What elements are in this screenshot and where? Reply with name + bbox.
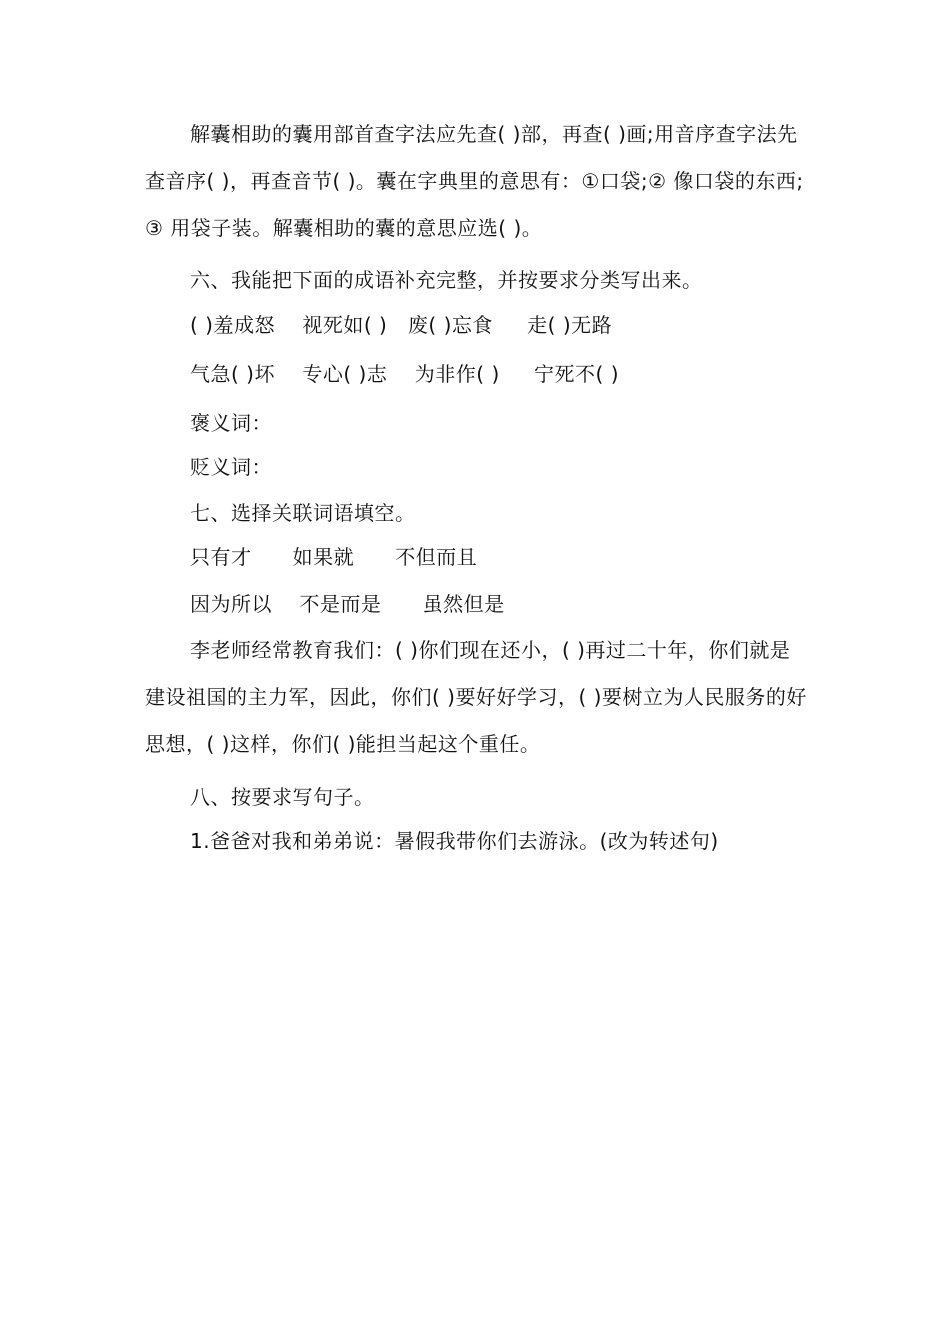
commendatory-label: 褒义词： [190, 411, 272, 435]
section-6-title: 六、我能把下面的成语补充完整，并按要求分类写出来。 [190, 268, 703, 292]
sentence-item-1: 1.爸爸对我和弟弟说：暑假我带你们去游泳。(改为转述句) [190, 829, 719, 853]
idioms-row-1: ( )羞成怒 视死如( ) 废( )忘食 走( )无路 [190, 313, 613, 337]
conjunctions-row-2: 因为所以 不是而是 虽然但是 [190, 592, 505, 616]
conjunctions-row-1: 只有才 如果就 不但而且 [190, 545, 478, 569]
section-7-title: 七、选择关联词语填空。 [190, 501, 416, 525]
paragraph-dictionary-lookup: 解囊相助的囊用部首查字法应先查( )部，再查( )画;用音序查字法先查音序( )，再查音节( )。囊在字典里的意思有：①口袋;② 像口袋的东西;③ 用袋子装。解囊相助的囊的意思应选( )。 [145, 122, 804, 240]
derogatory-label: 贬义词： [190, 455, 272, 479]
idioms-row-2: 气急( )坏 专心( )志 为非作( ) 宁死不( ) [190, 362, 619, 386]
section-8-title: 八、按要求写句子。 [190, 785, 375, 809]
paragraph-teacher-advice: 李老师经常教育我们：( )你们现在还小，( )再过二十年，你们就是建设祖国的主力军，因此，你们( )要好好学习，( )要树立为人民服务的好思想，( )这样，你们( )能担当起这个重任。 [145, 638, 807, 756]
